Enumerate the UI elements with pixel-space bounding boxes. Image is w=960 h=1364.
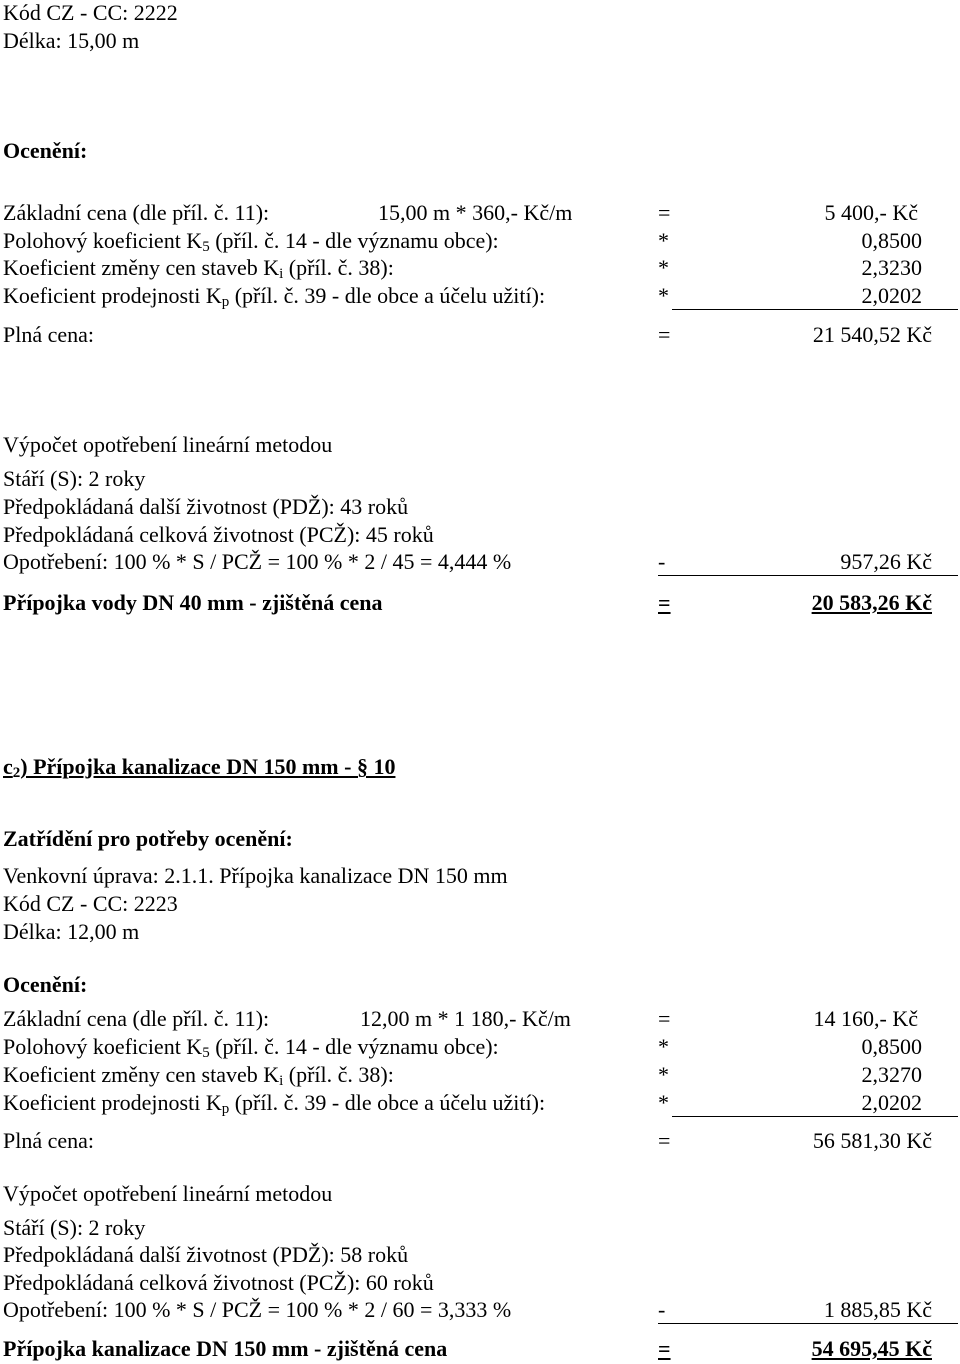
- base-price-operator: =: [658, 200, 671, 225]
- base-price-value-2: 14 160,- Kč: [813, 1006, 918, 1031]
- total-life-line-2: Předpokládaná celková životnost (PCŽ): 60 roků: [3, 1270, 434, 1295]
- base-price-calc: 15,00 m * 360,- Kč/m: [378, 200, 573, 225]
- sum-rule: [672, 309, 958, 310]
- saleability-coef-label: Koeficient prodejnosti $K_p$ (příl. č. 39 - dle obce a účelu užití):: [3, 283, 546, 310]
- outdoor-item-line: Venkovní úprava: 2.1.1. Přípojka kanalizace DN 150 mm: [3, 863, 508, 888]
- price-change-coef-value: 2,3230: [861, 255, 922, 280]
- price-change-coef-label-2: Koeficient změny cen staveb $K_i$ (příl. č. 38):: [3, 1062, 394, 1089]
- section-heading: $c_2$) Přípojka kanalizace DN 150 mm - § 10: [3, 754, 396, 781]
- price-change-coef-value-2: 2,3270: [861, 1062, 922, 1087]
- price-change-coef-label: Koeficient změny cen staveb $K_i$ (příl. č. 38):: [3, 255, 394, 282]
- price-change-coef-operator: *: [658, 255, 669, 280]
- saleability-coef-value: 2,0202: [861, 283, 922, 308]
- full-price-value-2: 56 581,30 Kč: [812, 1128, 932, 1153]
- length-line: Délka: 15,00 m: [3, 28, 140, 53]
- base-price-calc-2: 12,00 m * 1 180,- Kč/m: [360, 1006, 571, 1031]
- depreciation-value: 957,26 Kč: [840, 549, 932, 574]
- base-price-label: Základní cena (dle příl. č. 11):: [3, 200, 270, 225]
- position-coef-operator-2: *: [658, 1034, 669, 1059]
- total-life-line: Předpokládaná celková životnost (PCŽ): 45 roků: [3, 522, 434, 547]
- depreciation-line-2: Opotřebení: 100 % * S / PCŽ = 100 % * 2 / 60 = 3,333 %: [3, 1297, 512, 1322]
- depreciation-method: Výpočet opotřebení lineární metodou: [3, 432, 333, 457]
- total-price-operator: =: [658, 590, 671, 615]
- price-change-coef-operator-2: *: [658, 1062, 669, 1087]
- full-price-label-2: Plná cena:: [3, 1128, 95, 1153]
- age-line-2: Stáří (S): 2 roky: [3, 1215, 146, 1240]
- total-price-value: 20 583,26 Kč: [811, 590, 932, 615]
- position-coef-value: 0,8500: [861, 228, 922, 253]
- depreciation-operator: -: [658, 549, 666, 574]
- code-line: Kód CZ - CC: 2222: [3, 0, 178, 25]
- remaining-life-line: Předpokládaná další životnost (PDŽ): 43 roků: [3, 494, 409, 519]
- remaining-life-line-2: Předpokládaná další životnost (PDŽ): 58 roků: [3, 1242, 409, 1267]
- position-coef-operator: *: [658, 228, 669, 253]
- sum-rule-2: [672, 1116, 958, 1117]
- age-line: Stáří (S): 2 roky: [3, 466, 146, 491]
- saleability-coef-value-2: 2,0202: [861, 1090, 922, 1115]
- total-price-value-2: 54 695,45 Kč: [811, 1336, 932, 1361]
- total-price-operator-2: =: [658, 1336, 671, 1361]
- depreciation-value-2: 1 885,85 Kč: [823, 1297, 932, 1322]
- classification-heading: Zatřídění pro potřeby ocenění:: [3, 826, 293, 851]
- saleability-coef-operator: *: [658, 283, 669, 308]
- full-price-value: 21 540,52 Kč: [812, 322, 932, 347]
- total-price-label-2: Přípojka kanalizace DN 150 mm - zjištěná cena: [3, 1336, 448, 1361]
- depreciation-operator-2: -: [658, 1297, 666, 1322]
- full-price-operator: =: [658, 322, 671, 347]
- full-price-label: Plná cena:: [3, 322, 95, 347]
- base-price-operator-2: =: [658, 1006, 671, 1031]
- depreciation-line: Opotřebení: 100 % * S / PCŽ = 100 % * 2 / 45 = 4,444 %: [3, 549, 512, 574]
- saleability-coef-label-2: Koeficient prodejnosti $K_p$ (příl. č. 39 - dle obce a účelu užití):: [3, 1090, 546, 1117]
- depreciation-rule: [658, 575, 958, 576]
- position-coef-label-2: Polohový koeficient $K_5$ (příl. č. 14 - dle významu obce):: [3, 1034, 499, 1061]
- position-coef-value-2: 0,8500: [861, 1034, 922, 1059]
- full-price-operator-2: =: [658, 1128, 671, 1153]
- position-coef-label: Polohový koeficient $K_5$ (příl. č. 14 - dle významu obce):: [3, 228, 499, 255]
- depreciation-rule-2: [658, 1323, 958, 1324]
- code-line-2: Kód CZ - CC: 2223: [3, 891, 178, 916]
- valuation-heading: Ocenění:: [3, 138, 88, 163]
- valuation-heading-2: Ocenění:: [3, 972, 88, 997]
- length-line-2: Délka: 12,00 m: [3, 919, 140, 944]
- total-price-label: Přípojka vody DN 40 mm - zjištěná cena: [3, 590, 383, 615]
- saleability-coef-operator-2: *: [658, 1090, 669, 1115]
- depreciation-method-2: Výpočet opotřebení lineární metodou: [3, 1181, 333, 1206]
- base-price-label-2: Základní cena (dle příl. č. 11):: [3, 1006, 270, 1031]
- base-price-value: 5 400,- Kč: [824, 200, 918, 225]
